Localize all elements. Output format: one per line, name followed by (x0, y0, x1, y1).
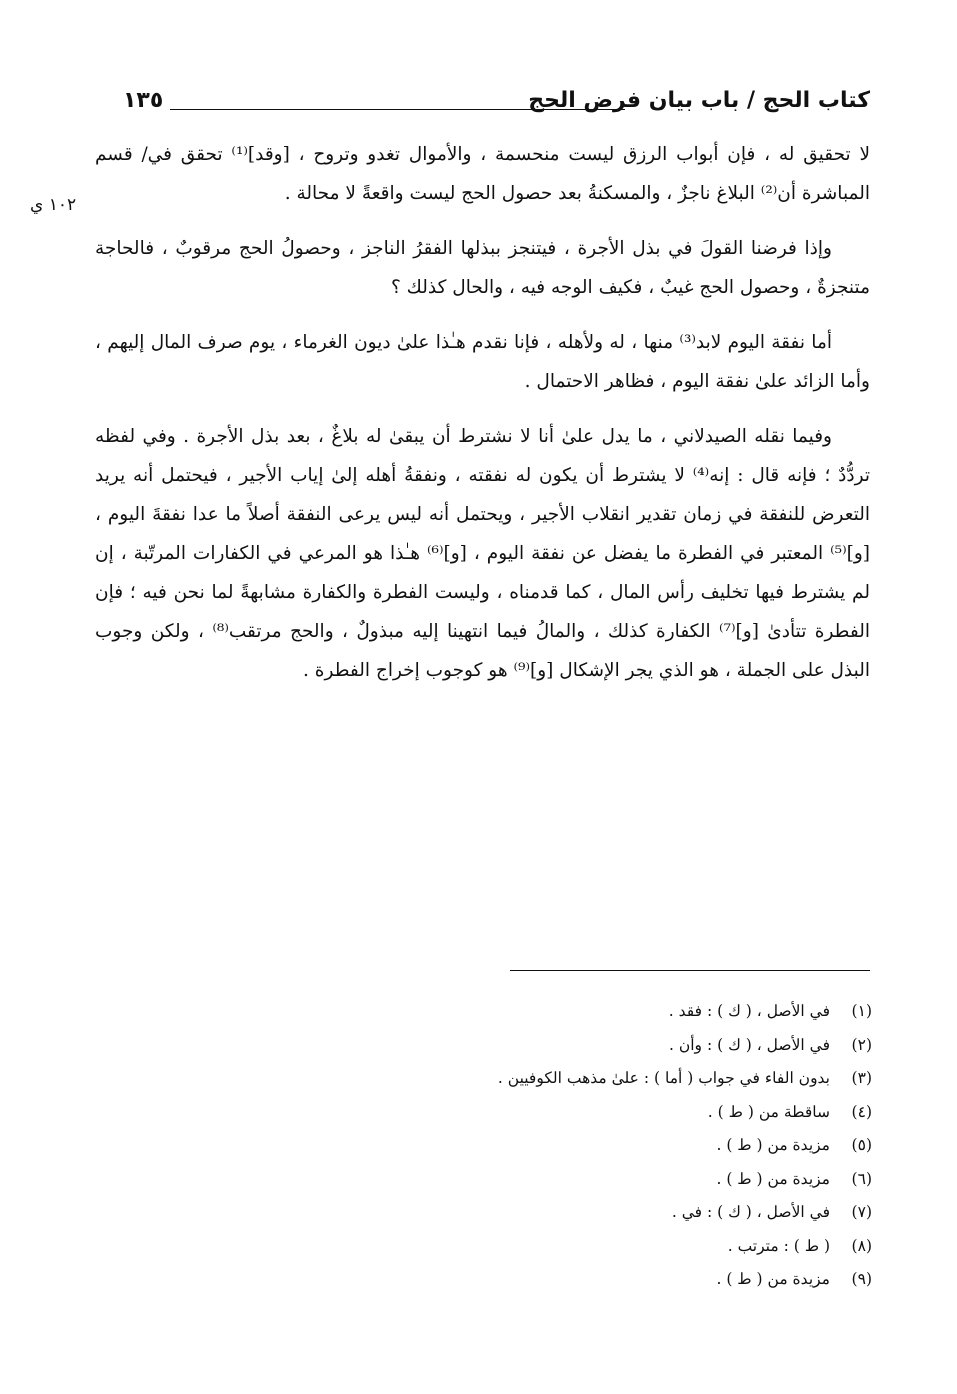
page-number: ١٣٥ (123, 88, 164, 113)
footnotes (498, 995, 872, 1297)
running-header (95, 88, 870, 122)
footnote-number: (٨) (851, 1236, 872, 1255)
footnote-item (498, 1062, 872, 1096)
footnote-text: ساقطة من ( ط ) . (707, 1102, 830, 1121)
footnote-separator (510, 970, 870, 971)
margin-folio-note: ١٠٢ ي (30, 195, 77, 215)
footnote-text: في الأصل ، ( ك ) : وأن . (669, 1035, 830, 1054)
footnote-number: (٩) (851, 1270, 872, 1288)
footnote-number: (٧) (851, 1203, 872, 1221)
footnote-item (498, 1163, 872, 1197)
footnote-item (498, 1230, 872, 1264)
footnote-item (498, 1129, 872, 1163)
footnote-number: (٣) (851, 1069, 872, 1087)
footnote-text: مزيدة من ( ط ) . (716, 1169, 830, 1188)
footnote-number: (٢) (851, 1035, 872, 1054)
main-text (95, 135, 870, 706)
paragraph-3: أما نفقة اليوم لابد⁽³⁾ منها ، له ولأهله ، فإنا نقدم هـٰذا علىٰ ديون الغرماء ، يوم صرف المال إليهم ، وأما الزائد علىٰ نفقة اليوم ، فظاهر الاحتمال . (95, 332, 870, 392)
footnote-item (498, 995, 872, 1029)
header-rule (170, 109, 625, 110)
header-title: كتاب الحج / باب بيان فرض الحج (528, 88, 870, 113)
footnote-number: (٤) (851, 1102, 872, 1121)
footnote-text: بدون الفاء في جواب ( أما ) : علىٰ مذهب الكوفيين . (497, 1069, 830, 1087)
paragraph-2: وإذا فرضنا القولَ في بذل الأجرة ، فيتنجز ببذلها الفقرُ الناجز ، وحصولُ الحج مرقوبٌ ، فالحاجة متنجزةٌ ، وحصول الحج غيبٌ ، فكيف الوجه فيه ، والحال كذلك ؟ (95, 238, 870, 298)
footnote-item (498, 1263, 872, 1297)
paragraph-4: وفيما نقله الصيدلاني ، ما يدل علىٰ أنا لا نشترط أن يبقىٰ له بلاغٌ ، بعد بذل الأجرة . وفي لفظه تردُّدٌ ؛ فإنه قال : إنه⁽⁴⁾ لا يشترط أن يكون له نفقته ، ونفقةُ أهله إلىٰ إياب الأجير ، فيحتمل أنه يريد التعرض للنفقة في زمان تقدير انقلاب الأجير ، ويحتمل أنه ليس يرعى النفقة أصلاً ما عدا نفقةَ اليوم ، [و]⁽⁵⁾ المعتبر في الفطرة ما يفضل عن نفقة اليوم ، [و]⁽⁶⁾ هـٰذا هو المرعي في الكفارات المرتّبة ، إن لم يشترط فيها تخليف رأس المال ، كما قدمناه ، وليست الفطرة والكفارة مشابهةً لما نحن فيه ؛ فإن الفطرة تتأدىٰ [و]⁽⁷⁾ الكفارة كذلك ، والمالُ فيما انتهينا إليه مبذولٌ ، والحج مرتقب⁽⁸⁾ ، ولكن وجوب البذل على الجملة ، هو الذي يجر الإشكال [و]⁽⁹⁾ هو كوجوب إخراج الفطرة . (95, 426, 870, 681)
footnote-number: (١) (851, 1002, 872, 1020)
footnote-text: في الأصل ، ( ك ) : فقد . (668, 1002, 830, 1020)
footnote-number: (٥) (851, 1136, 872, 1154)
footnote-text: مزيدة من ( ط ) . (716, 1270, 830, 1288)
footnote-item (498, 1196, 872, 1230)
footnote-item (498, 1096, 872, 1130)
footnote-number: (٦) (851, 1169, 872, 1188)
paragraph-1: لا تحقيق له ، فإن أبواب الرزق ليست منحسمة ، والأموال تغدو وتروح ، [وقد]⁽¹⁾ تحقق في/ قسم المباشرة أن⁽²⁾ البلاغ ناجزٌ ، والمسكنةُ بعد حصول الحج ليست واقعةً لا محالة . (95, 144, 870, 204)
footnote-item (498, 1029, 872, 1063)
footnote-text: في الأصل ، ( ك ) : في . (671, 1203, 830, 1221)
footnote-text: ( ط ) : مترتب . (727, 1236, 830, 1255)
footnote-text: مزيدة من ( ط ) . (716, 1136, 830, 1154)
